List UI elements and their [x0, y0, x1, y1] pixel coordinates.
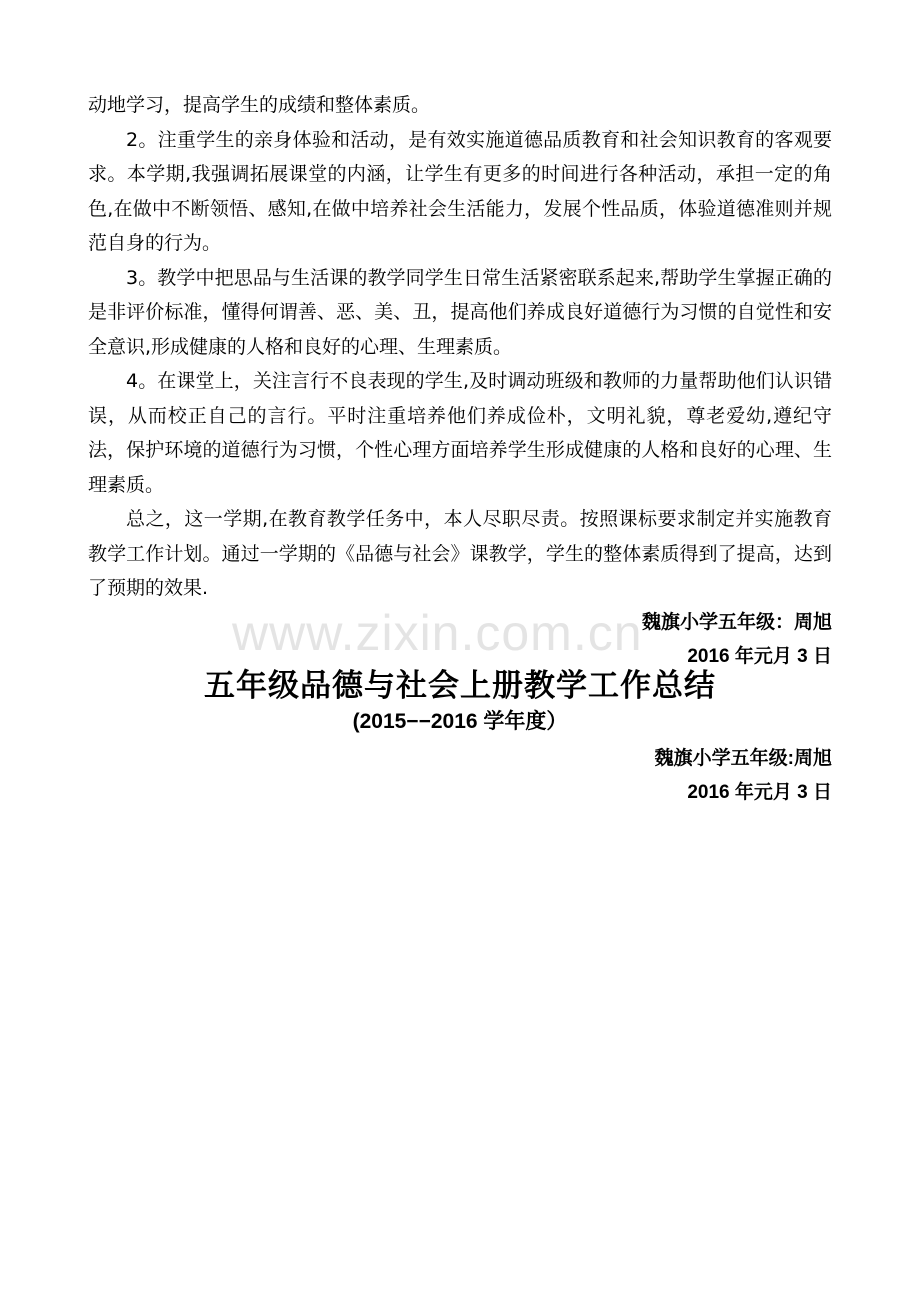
signature-line: 魏旗小学五年级：周旭	[641, 611, 832, 633]
watermark-text: www.zixin.com.cn	[232, 605, 643, 661]
document-subtitle: (2015−−2016 学年度）	[352, 709, 568, 733]
paragraph-point-3: 3。教学中把思品与生活课的教学同学生日常生活紧密联系起来,帮助学生掌握正确的是非评价标准，懂得何谓善、恶、美、丑，提高他们养成良好道德行为习惯的自觉性和安全意识,形成健康的人格和良好的心理、生理素质。	[88, 266, 832, 358]
title-date-line: 2016 年元月 3 日	[687, 781, 832, 803]
date-line: 2016 年元月 3 日	[687, 645, 832, 667]
document-page	[88, 88, 832, 810]
paragraph-continuation: 动地学习，提高学生的成绩和整体素质。	[88, 94, 431, 116]
title-signature-line: 魏旗小学五年级:周旭	[654, 747, 832, 769]
paragraph-point-4: 4。在课堂上，关注言行不良表现的学生,及时调动班级和教师的力量帮助他们认识错误，从而校正自己的言行。平时注重培养他们养成俭朴，文明礼貌，尊老爱幼,遵纪守法，保护环境的道德行为习惯，个性心理方面培养学生形成健康的人格和良好的心理、生理素质。	[88, 370, 832, 496]
paragraph-conclusion: 总之，这一学期,在教育教学任务中，本人尽职尽责。按照课标要求制定并实施教育教学工作计划。通过一学期的《品德与社会》课教学，学生的整体素质得到了提高，达到了预期的效果.	[88, 508, 832, 599]
paragraph-point-2: 2。注重学生的亲身体验和活动，是有效实施道德品质教育和社会知识教育的客观要求。本学期,我强调拓展课堂的内涵，让学生有更多的时间进行各种活动，承担一定的角色,在做中不断领悟、感知,在做中培养社会生活能力，发展个性品质，体验道德准则并规范自身的行为。	[88, 128, 832, 254]
document-title: 五年级品德与社会上册教学工作总结	[204, 667, 716, 703]
